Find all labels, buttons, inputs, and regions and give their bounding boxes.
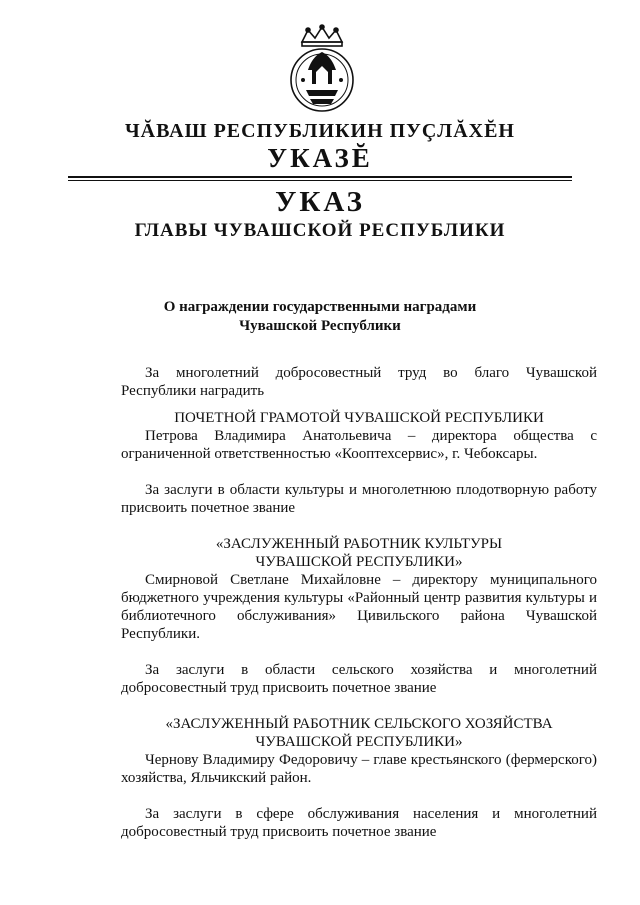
header-ukaz: УКАЗ [275,186,365,218]
header-ukaze-chuvash: УКАЗĔ [267,143,373,173]
document-title-line-2: Чувашской Республики [239,318,401,334]
section-3-intro: За заслуги в области сельского хозяйства и многолетний добросовестный труд присвоить почетное звание [121,662,597,696]
section-3-award-line-2: ЧУВАШСКОЙ РЕСПУБЛИКИ» [255,734,463,750]
section-4-intro: За заслуги в сфере обслуживания населения и многолетний добросовестный труд присвоить почетное звание [121,806,597,840]
section-3-award-line-1: «ЗАСЛУЖЕННЫЙ РАБОТНИК СЕЛЬСКОГО ХОЗЯЙСТВА [165,716,553,732]
header-glavy: ГЛАВЫ ЧУВАШСКОЙ РЕСПУБЛИКИ [134,220,506,241]
header-chuvash-line: ЧĂВАШ РЕСПУБЛИКИН ПУÇЛĂХĔН [124,120,515,142]
header-divider-thin [68,180,572,181]
section-2-recipient: Смирновой Светлане Михайловне – директору муниципального бюджетного учреждения культуры «Районный центр развития культуры и библиотечного обслуживания» Цивильского района Чувашской Республики. [121,572,597,642]
section-1-intro: За многолетний добросовестный труд во благо Чувашской Республики наградить [121,365,597,399]
document-title [0,298,640,336]
section-1-recipient: Петрова Владимира Анатольевича – директора общества с ограниченной ответственностью «Кооптехсервис», г. Чебоксары. [121,428,597,462]
section-2-award-line-1: «ЗАСЛУЖЕННЫЙ РАБОТНИК КУЛЬТУРЫ [215,536,503,552]
coat-of-arms-emblem [288,24,356,116]
section-2-intro: За заслуги в области культуры и многолетнюю плодотворную работу присвоить почетное звание [121,482,597,516]
section-2-award-line-2: ЧУВАШСКОЙ РЕСПУБЛИКИ» [255,554,463,570]
section-3-recipient: Чернову Владимиру Федоровичу – главе крестьянского (фермерского) хозяйства, Яльчикский район. [121,752,597,786]
header-divider-thick [68,176,572,178]
document-body [121,364,597,841]
section-1-award: ПОЧЕТНОЙ ГРАМОТОЙ ЧУВАШСКОЙ РЕСПУБЛИКИ [174,410,544,426]
document-title-line-1: О награждении государственными наградами [163,299,477,315]
